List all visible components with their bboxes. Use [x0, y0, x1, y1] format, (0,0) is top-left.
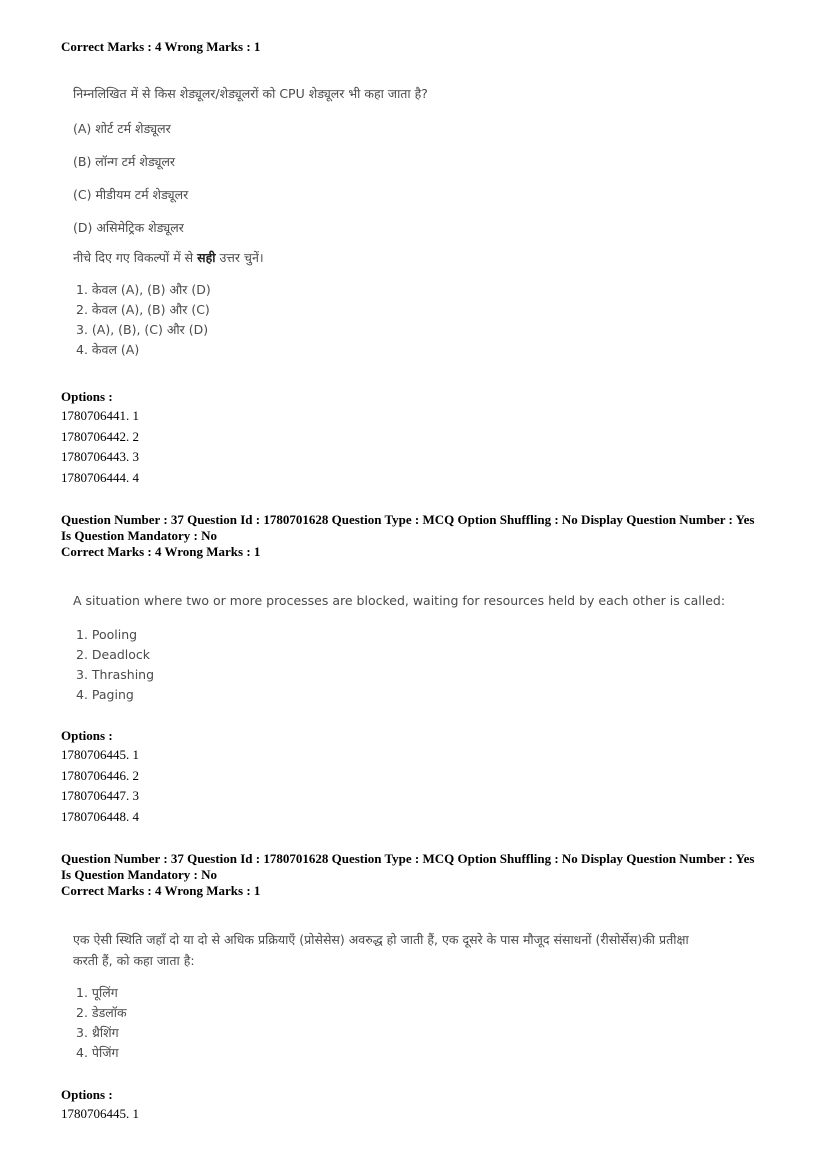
- option-id-4: 1780706444. 4: [61, 469, 139, 485]
- question-1-choice-4: 4. केवल (A): [76, 342, 140, 357]
- question-2-marks: Correct Marks : 4 Wrong Marks : 1: [61, 544, 261, 559]
- question-3-mandatory: Is Question Mandatory : No: [61, 867, 218, 882]
- question-3-choice-4: 4. पेजिंग: [76, 1045, 119, 1060]
- question-3-choice-2: 2. डेडलॉक: [76, 1005, 127, 1020]
- statement-a: (A) शोर्ट टर्म शेड्यूलर: [73, 121, 171, 136]
- question-2-choice-1: 1. Pooling: [76, 627, 138, 642]
- instruction-bold-word: सही: [197, 250, 216, 265]
- option-id-9: 1780706445. 1: [61, 1106, 139, 1121]
- question-1-stem: निम्नलिखित में से किस शेड्यूलर/शेड्यूलरों को CPU शेड्यूलर भी कहा जाता है?: [73, 86, 428, 101]
- option-id-8: 1780706448. 4: [61, 808, 139, 824]
- option-id-6: 1780706446. 2: [61, 767, 139, 783]
- option-id-5: 1780706445. 1: [61, 747, 139, 762]
- options-list-3: [61, 1104, 139, 1125]
- statement-d: (D) असिमेट्रिक शेड्यूलर: [73, 220, 184, 235]
- question-2-body: [73, 591, 773, 705]
- question-1-body: [73, 84, 773, 360]
- option-id-3: 1780706443. 3: [61, 449, 139, 464]
- question-1-instruction: [73, 248, 773, 268]
- options-label-3: Options :: [61, 1087, 113, 1102]
- question-2-choice-2: 2. Deadlock: [76, 647, 151, 662]
- question-3-meta: [61, 851, 791, 899]
- question-3-marks: Correct Marks : 4 Wrong Marks : 1: [61, 883, 261, 898]
- options-list-2: [61, 745, 139, 827]
- option-id-2: 1780706442. 2: [61, 428, 139, 444]
- question-2-choice-3: 3. Thrashing: [76, 667, 155, 682]
- options-label-2: Options :: [61, 728, 113, 743]
- question-2-stem: A situation where two or more processes are blocked, waiting for resources held by each other is called:: [73, 593, 726, 608]
- question-1-choice-3: 3. (A), (B), (C) और (D): [76, 322, 209, 337]
- question-3-stem-line-1: एक ऐसी स्थिति जहाँ दो या दो से अधिक प्रक्रियाएँ (प्रोसेसेस) अवरुद्ध हो जाती हैं, एक दूसरे के पास मौजूद संसाधनों (रीसोर्सेस)की प्रतीक्षा: [73, 932, 689, 947]
- option-id-7: 1780706447. 3: [61, 788, 139, 803]
- statement-b: (B) लॉन्ग टर्म शेड्यूलर: [73, 154, 176, 169]
- question-3-choice-1: 1. पूलिंग: [76, 985, 118, 1000]
- instruction-suffix: उत्तर चुनें।: [219, 250, 264, 265]
- options-label-1: Options :: [61, 389, 113, 404]
- question-2-choice-4: 4. Paging: [76, 687, 134, 702]
- question-2-header: Question Number : 37 Question Id : 1780701628 Question Type : MCQ Option Shuffling : No Display Question Number : Yes: [61, 512, 755, 527]
- marks-line-1: Correct Marks : 4 Wrong Marks : 1: [61, 39, 261, 54]
- question-3-choice-3: 3. थ्रैशिंग: [76, 1025, 119, 1040]
- options-list-1: [61, 406, 139, 488]
- question-3-stem-line-2: करती हैं, को कहा जाता है:: [73, 953, 195, 968]
- statement-c: (C) मीडीयम टर्म शेड्यूलर: [73, 187, 189, 202]
- question-1-choice-1: 1. केवल (A), (B) और (D): [76, 282, 211, 297]
- option-id-1: 1780706441. 1: [61, 408, 139, 423]
- instruction-prefix: नीचे दिए गए विकल्पों में से: [73, 250, 194, 265]
- question-1-choice-2: 2. केवल (A), (B) और (C): [76, 302, 210, 317]
- question-2-meta: [61, 512, 791, 560]
- question-2-mandatory: Is Question Mandatory : No: [61, 528, 218, 543]
- question-3-body: [73, 929, 773, 1063]
- question-3-header: Question Number : 37 Question Id : 1780701628 Question Type : MCQ Option Shuffling : No Display Question Number : Yes: [61, 851, 755, 866]
